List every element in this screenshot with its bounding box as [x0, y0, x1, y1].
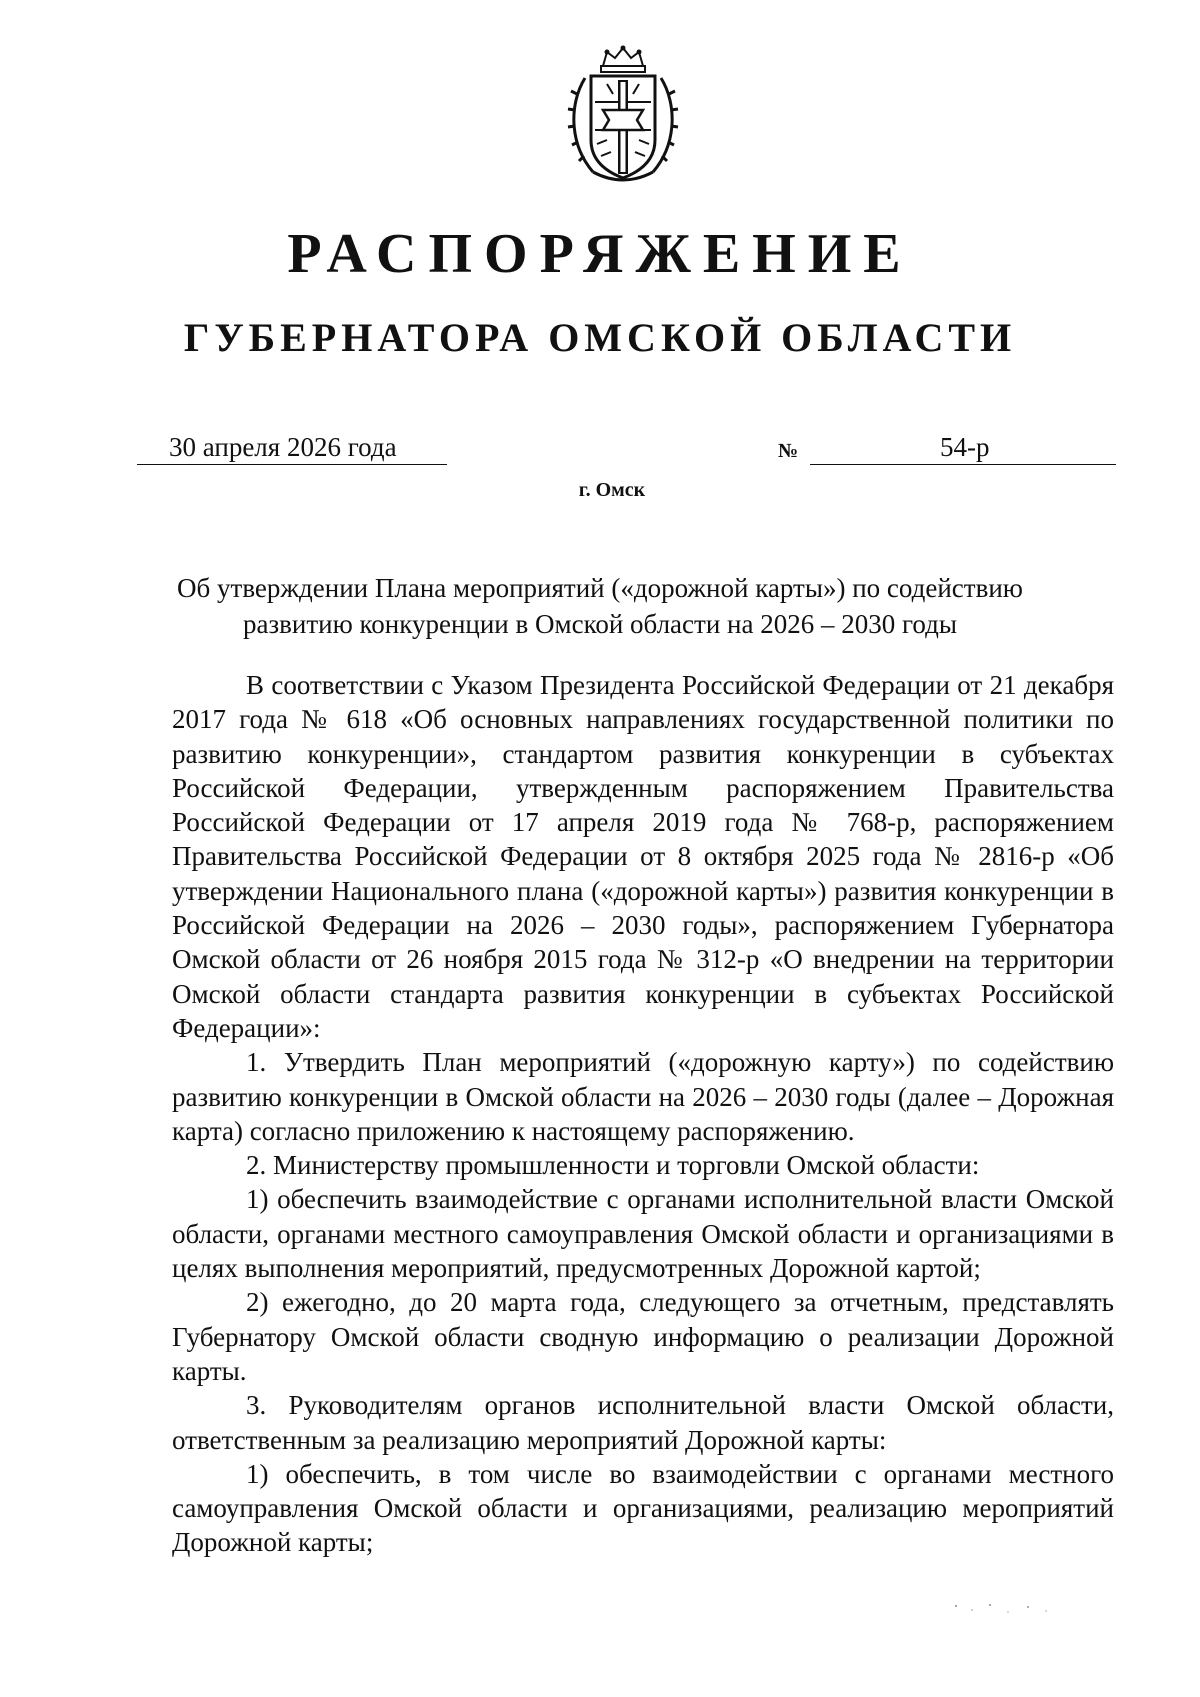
document-date: 30 апреля 2026 года — [169, 432, 397, 462]
item-2-paragraph: 2. Министерству промышленности и торговли Омской области: — [246, 1150, 980, 1181]
omsk-oblast-coat-of-arms-icon — [563, 44, 683, 188]
item-2-1-paragraph: 1) обеспечить взаимодействие с органами исполнительной власти Омской области, органами местного самоуправления Омской области и организациями в целях выполнения мероприятий, предусмотренных Дорожной картой; — [172, 1184, 1114, 1284]
item-2-2-paragraph: 2) ежегодно, до 20 марта года, следующего за отчетным, представлять Губернатору Омской области сводную информацию о реализации Дорожной карты. — [172, 1287, 1114, 1386]
item-3-paragraph: 3. Руководителям органов исполнительной власти Омской области, ответственным за реализацию мероприятий Дорожной карты: — [172, 1390, 1114, 1455]
issuer-heading: ГУБЕРНАТОРА ОМСКОЙ ОБЛАСТИ — [183, 315, 1017, 360]
city-label: г. Омск — [578, 479, 646, 501]
item-3-1-paragraph: 1) обеспечить, в том числе во взаимодействии с органами местного самоуправления Омской области и организациями, реализацию мероприятий Дорожной карты; — [172, 1458, 1114, 1558]
scan-noise — [950, 1600, 1060, 1620]
document-title-line-1: Об утверждении Плана мероприятий («дорожной карты») по содействию — [177, 573, 1023, 603]
document-body — [172, 668, 1114, 1560]
document-title-line-2: развитию конкуренции в Омской области на 2026 – 2030 годы — [243, 609, 957, 639]
document-title — [0, 570, 1200, 642]
document-type-heading: РАСПОРЯЖЕНИЕ — [287, 223, 913, 285]
preamble-paragraph: В соответствии с Указом Президента Российской Федерации от 21 декабря 2017 года № 618 «Об основных направлениях государственной политики по развитию конкуренции», стандартом развития конкуренции в субъектах Российской Федерации, утвержденным распоряжением Правительства Российской Федерации от 17 апреля 2019 года № 768-р, распоряжением Правительства Российской Федерации от 8 октября 2025 года № 2816-р «Об утверждении Национального плана («дорожной карты») развития конкуренции в Российской Федерации на 2026 – 2030 годы», распоряжением Губернатора Омской области от 26 ноября 2015 года № 312-р «О внедрении на территории Омской области стандарта развития конкуренции в субъектах Российской Федерации»: — [172, 670, 1114, 1043]
document-number: 54-р — [940, 432, 990, 462]
number-label: № — [778, 440, 799, 462]
item-1-paragraph: 1. Утвердить План мероприятий («дорожную карту») по содействию развитию конкуренции в Омской области на 2026 – 2030 годы (далее – Дорожная карта) согласно приложению к настоящему распоряжению. — [172, 1047, 1114, 1146]
number-field — [810, 430, 1116, 465]
date-field — [137, 430, 447, 465]
